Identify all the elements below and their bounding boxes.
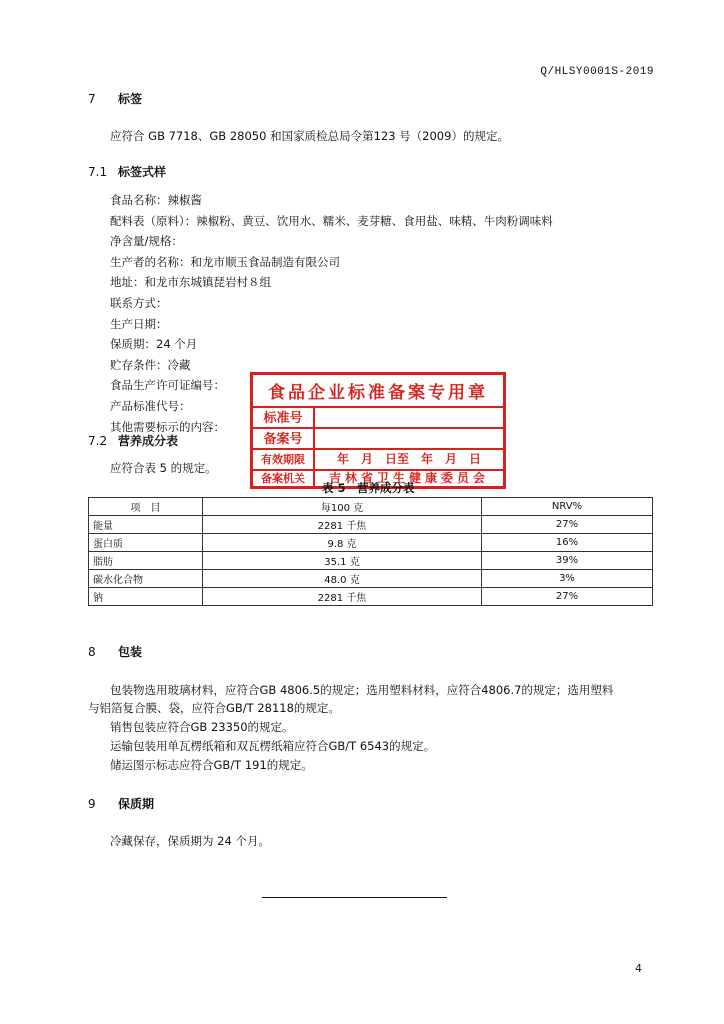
- label-line: 贮存条件：冷藏: [110, 357, 191, 372]
- stamp-label-validity: 有效期限: [261, 452, 305, 466]
- stamp-row: [253, 406, 503, 429]
- end-rule: [262, 897, 447, 898]
- stamp-authority-value: 吉林省卫生健康委员会: [328, 471, 489, 485]
- table-cell: 2281 千焦: [203, 516, 482, 534]
- section-9-heading: [88, 795, 154, 812]
- table-header: 每100 克: [203, 498, 482, 516]
- table-cell: 2281 千焦: [203, 588, 482, 606]
- stamp-validity-value: 年 月 日至 年 月 日: [336, 452, 481, 466]
- label-line: 净含量/规格：: [110, 234, 183, 249]
- section-8-heading: [88, 643, 142, 660]
- table-row: [89, 516, 653, 534]
- table-caption: 表 5 营养成分表: [322, 481, 415, 495]
- stamp-label-standard-no: 标准号: [263, 411, 303, 426]
- table-row: [89, 570, 653, 588]
- table-cell: 3%: [482, 570, 653, 588]
- section-7-2-text: 应符合表 5 的规定。: [110, 461, 217, 475]
- table-cell: 16%: [482, 534, 653, 552]
- label-line: 其他需要标示的内容：: [110, 419, 225, 434]
- section-number: 7.1: [88, 165, 108, 179]
- table-header-row: [89, 498, 653, 516]
- table-cell: 39%: [482, 552, 653, 570]
- table-cell: 9.8 克: [203, 534, 482, 552]
- section-title: 包装: [118, 645, 143, 659]
- packaging-line: 运输包装用单瓦楞纸箱和双瓦楞纸箱应符合GB/T 6543的规定。: [110, 739, 436, 753]
- label-line: 保质期：24 个月: [110, 337, 198, 352]
- label-line: 食品名称：辣椒酱: [110, 193, 202, 207]
- packaging-line: 储运图示标志应符合GB/T 191的规定。: [110, 758, 313, 772]
- label-line: 生产日期：: [110, 316, 168, 331]
- packaging-line: 销售包装应符合GB 23350的规定。: [110, 720, 294, 734]
- section-7-heading: [88, 90, 142, 107]
- filing-stamp: [250, 372, 506, 489]
- stamp-row: [253, 427, 503, 450]
- nutrition-table: [88, 497, 653, 606]
- stamp-label-filing-no: 备案号: [263, 432, 303, 447]
- page-number: 4: [635, 962, 642, 975]
- section-7-text: 应符合 GB 7718、GB 28050 和国家质检总局令第123 号（2009）的规定。: [110, 129, 509, 143]
- document-code: Q/HLSY0001S-2019: [540, 66, 654, 78]
- stamp-title-row: [253, 375, 503, 408]
- label-line: 产品标准代号：: [110, 398, 191, 413]
- table-row: [89, 534, 653, 552]
- table-cell: 蛋白质: [89, 534, 203, 552]
- section-title: 营养成分表: [118, 434, 179, 448]
- table-cell: 48.0 克: [203, 570, 482, 588]
- label-line: 生产者的名称：和龙市顺玉食品制造有限公司: [110, 254, 340, 269]
- section-7-2-heading: [88, 432, 178, 449]
- section-title: 保质期: [118, 797, 155, 811]
- table-cell: 35.1 克: [203, 552, 482, 570]
- table-row: [89, 588, 653, 606]
- packaging-line: 与铝箔复合膜、袋，应符合GB/T 28118的规定。: [88, 701, 340, 715]
- label-line: 地址：和龙市东城镇琵岩村８组: [110, 275, 271, 290]
- stamp-row: [253, 448, 503, 471]
- table-header: 项 目: [89, 498, 203, 516]
- table-cell: 能量: [89, 516, 203, 534]
- section-title: 标签式样: [118, 165, 167, 179]
- packaging-line: 包装物选用玻璃材料，应符合GB 4806.5的规定；选用塑料材料，应符合4806.7的规定；选用塑料: [110, 683, 614, 697]
- section-7-1-heading: [88, 163, 166, 180]
- table-cell: 碳水化合物: [89, 570, 203, 588]
- table-cell: 脂肪: [89, 552, 203, 570]
- section-number: 9: [88, 797, 96, 811]
- table-row: [89, 552, 653, 570]
- section-title: 标签: [118, 92, 143, 106]
- section-number: 8: [88, 645, 96, 659]
- stamp-label-authority: 备案机关: [261, 471, 305, 485]
- section-number: 7.2: [88, 434, 108, 448]
- label-line: 联系方式：: [110, 295, 168, 310]
- table-cell: 27%: [482, 588, 653, 606]
- section-9-text: 冷藏保存，保质期为 24 个月。: [110, 834, 270, 848]
- label-line: 食品生产许可证编号：: [110, 378, 225, 393]
- stamp-title: 食品企业标准备案专用章: [268, 383, 488, 403]
- table-cell: 钠: [89, 588, 203, 606]
- table-header: NRV%: [482, 498, 653, 516]
- section-number: 7: [88, 92, 96, 106]
- table-cell: 27%: [482, 516, 653, 534]
- label-line: 配料表（原料）：辣椒粉、黄豆、饮用水、糯米、麦芽糖、食用盐、味精、牛肉粉调味料: [110, 213, 553, 228]
